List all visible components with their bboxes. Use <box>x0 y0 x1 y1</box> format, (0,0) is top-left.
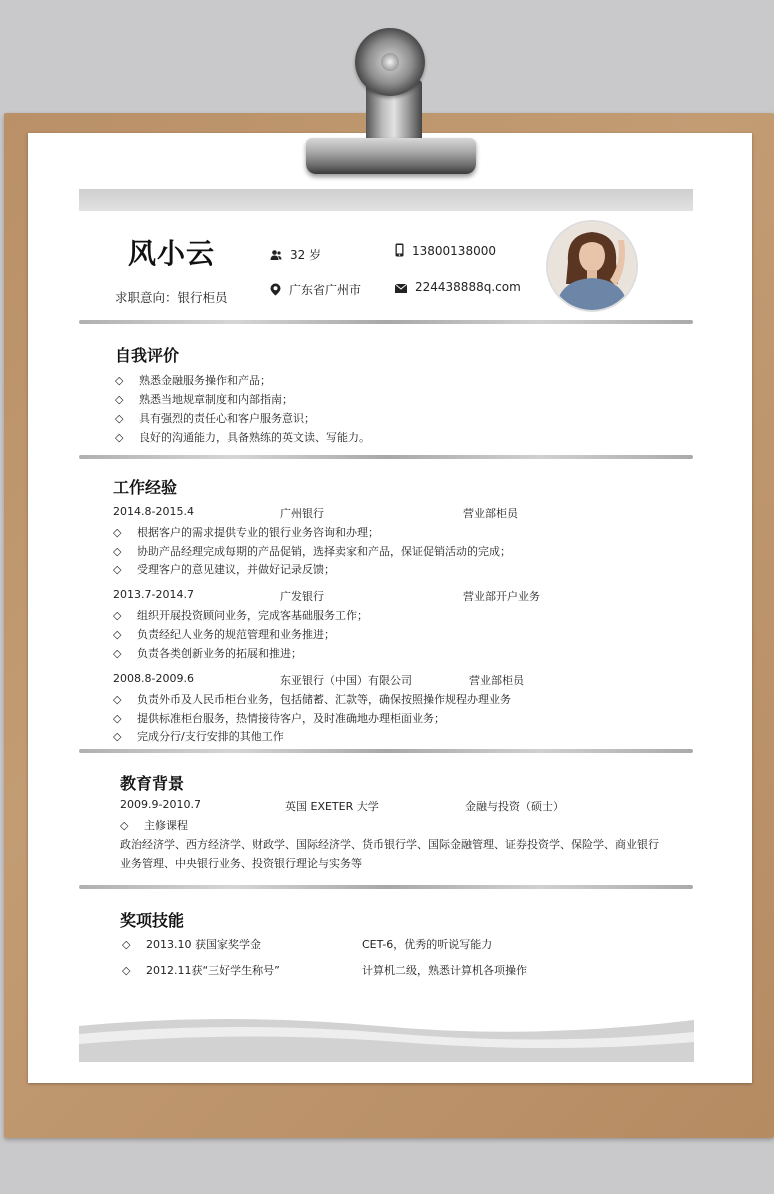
awards-title: 奖项技能 <box>120 911 185 930</box>
job-role: 营业部柜员 <box>463 507 518 520</box>
edu-degree: 金融与投资（硕士） <box>465 800 564 813</box>
job-item <box>113 543 511 559</box>
location-text: 广东省广州市 <box>289 283 362 297</box>
job-company: 广州银行 <box>280 507 324 520</box>
award-left <box>122 962 280 978</box>
location-info <box>270 281 361 298</box>
section-divider <box>79 320 693 324</box>
diamond-bullet-icon: ◇ <box>115 393 124 406</box>
diamond-bullet-icon: ◇ <box>113 647 122 660</box>
education-title: 教育背景 <box>120 774 185 793</box>
location-pin-icon <box>270 283 281 296</box>
job-period: 2014.8-2015.4 <box>113 505 194 518</box>
job-period: 2013.7-2014.7 <box>113 588 194 601</box>
courses-line: 业务管理、中央银行业务、投资银行理论与实务等 <box>120 857 362 870</box>
award-text: 2012.11获“三好学生称号” <box>146 964 280 977</box>
courses-label <box>120 817 188 833</box>
job-item <box>113 728 284 744</box>
profile-photo <box>548 222 636 310</box>
job-item <box>113 645 302 661</box>
job-role: 营业部开户业务 <box>463 590 540 603</box>
job-item-text: 提供标准柜台服务，热情接待客户，及时准确地办理柜面业务； <box>137 712 445 725</box>
diamond-bullet-icon: ◇ <box>113 693 122 706</box>
diamond-bullet-icon: ◇ <box>120 819 129 832</box>
diamond-bullet-icon: ◇ <box>115 374 124 387</box>
self-eval-text: 良好的沟通能力，具备熟练的英文读、写能力。 <box>139 431 370 444</box>
job-intent: 求职意向：银行柜员 <box>115 290 228 305</box>
award-right: CET-6，优秀的听说写能力 <box>362 938 493 951</box>
candidate-name: 风小云 <box>128 237 216 270</box>
award-text: 2013.10 获国家奖学金 <box>146 938 261 951</box>
job-item <box>113 626 335 642</box>
edu-period: 2009.9-2010.7 <box>120 798 201 811</box>
job-item <box>113 524 379 540</box>
courses-line: 政治经济学、西方经济学、财政学、国际经济学、货币银行学、国际金融管理、证券投资学、保险学、商业银行 <box>120 838 659 851</box>
diamond-bullet-icon: ◇ <box>113 730 122 743</box>
self-eval-text: 熟悉金融服务操作和产品； <box>139 374 271 387</box>
section-divider <box>79 885 693 889</box>
job-item-text: 受理客户的意见建议，并做好记录反馈； <box>137 563 335 576</box>
job-item-text: 协助产品经理完成每期的产品促销，选择卖家和产品，保证促销活动的完成； <box>137 545 511 558</box>
work-title: 工作经验 <box>113 478 178 497</box>
diamond-bullet-icon: ◇ <box>122 964 131 977</box>
diamond-bullet-icon: ◇ <box>115 431 124 444</box>
avatar <box>546 220 638 312</box>
self-eval-item <box>115 391 293 407</box>
age-text: 32 岁 <box>290 248 322 262</box>
award-right: 计算机二级，熟悉计算机各项操作 <box>362 964 527 977</box>
self-eval-text: 具有强烈的责任心和客户服务意识； <box>139 412 315 425</box>
section-divider <box>79 749 693 753</box>
job-item-text: 组织开展投资顾问业务，完成客基础服务工作； <box>137 609 368 622</box>
job-item-text: 负责经纪人业务的规范管理和业务推进； <box>137 628 335 641</box>
footer-wave-graphic <box>79 1012 694 1062</box>
job-company: 广发银行 <box>280 590 324 603</box>
section-divider <box>79 455 693 459</box>
job-item <box>113 691 511 707</box>
job-item-text: 完成分行/支行安排的其他工作 <box>137 730 284 743</box>
self-eval-item <box>115 429 370 445</box>
self-eval-item <box>115 372 271 388</box>
phone-info <box>395 243 496 258</box>
age-info <box>270 246 321 263</box>
self-eval-item <box>115 410 315 426</box>
diamond-bullet-icon: ◇ <box>113 712 122 725</box>
clip-ring <box>355 28 425 96</box>
award-left <box>122 936 261 952</box>
courses-label-text: 主修课程 <box>144 819 188 832</box>
job-item <box>113 710 445 726</box>
diamond-bullet-icon: ◇ <box>113 545 122 558</box>
header-band <box>79 189 693 211</box>
diamond-bullet-icon: ◇ <box>113 628 122 641</box>
self-eval-text: 熟悉当地规章制度和内部指南； <box>139 393 293 406</box>
person-icon <box>270 249 282 261</box>
diamond-bullet-icon: ◇ <box>113 609 122 622</box>
email-info <box>395 280 521 294</box>
job-item-text: 负责外币及人民币柜台业务，包括储蓄、汇款等，确保按照操作规程办理业务 <box>137 693 511 706</box>
edu-school: 英国 EXETER 大学 <box>285 800 379 813</box>
job-company: 东亚银行（中国）有限公司 <box>280 674 412 687</box>
footer-band <box>79 1012 694 1062</box>
diamond-bullet-icon: ◇ <box>113 563 122 576</box>
job-role: 营业部柜员 <box>469 674 524 687</box>
diamond-bullet-icon: ◇ <box>122 938 131 951</box>
job-item <box>113 607 368 623</box>
phone-icon <box>395 243 404 257</box>
job-period: 2008.8-2009.6 <box>113 672 194 685</box>
diamond-bullet-icon: ◇ <box>113 526 122 539</box>
clip-base <box>306 138 476 174</box>
phone-text: 13800138000 <box>412 244 496 258</box>
job-item-text: 负责各类创新业务的拓展和推进； <box>137 647 302 660</box>
job-item <box>113 561 335 577</box>
email-text: 224438888q.com <box>415 280 521 294</box>
diamond-bullet-icon: ◇ <box>115 412 124 425</box>
mail-icon <box>395 284 407 293</box>
self-eval-title: 自我评价 <box>115 346 180 365</box>
job-item-text: 根据客户的需求提供专业的银行业务咨询和办理； <box>137 526 379 539</box>
